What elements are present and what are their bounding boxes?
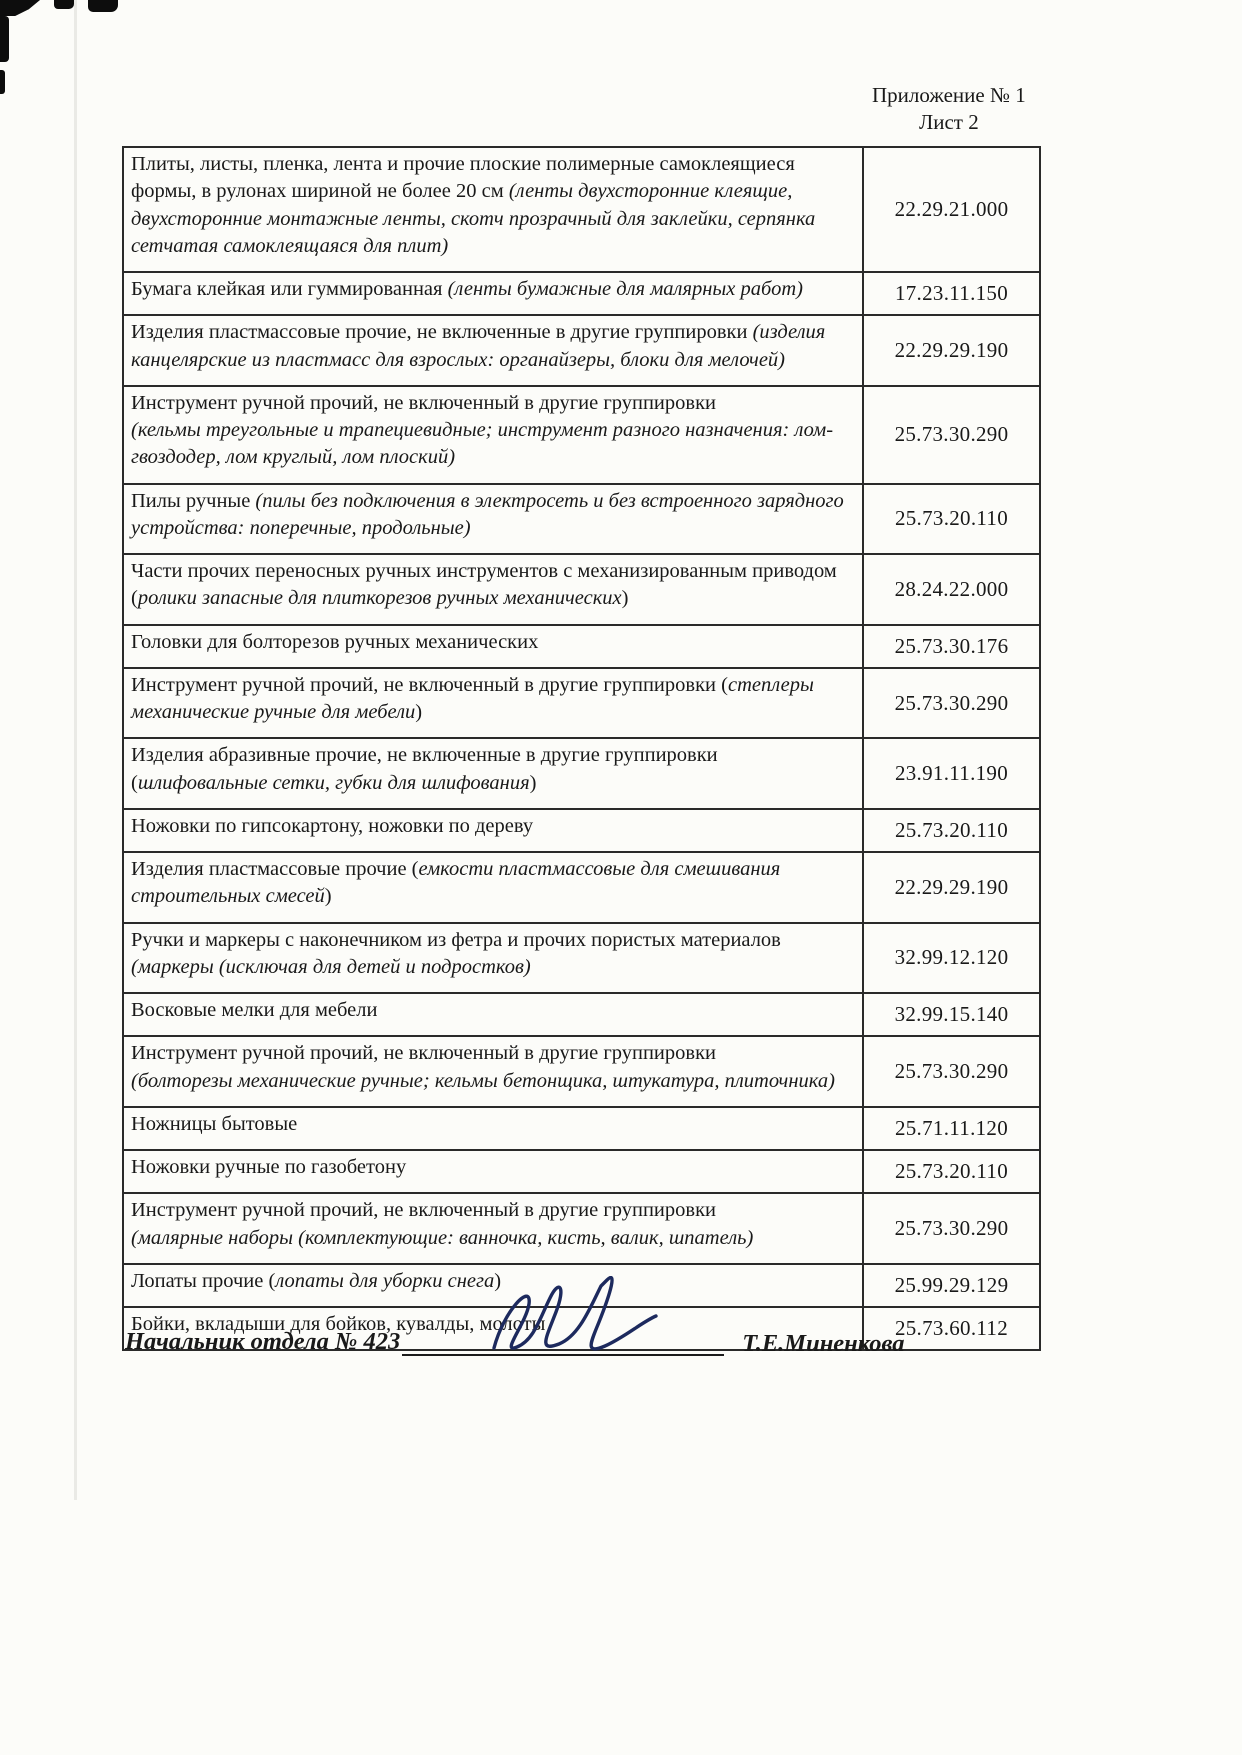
- classification-code-cell: 25.73.30.290: [862, 387, 1039, 483]
- description-text: Пилы ручные: [131, 489, 256, 512]
- classification-code-cell: 23.91.11.190: [862, 739, 1039, 808]
- description-clarification: шлифовальные сетки, губки для шлифования: [137, 771, 530, 794]
- description-text: Изделия пластмассовые прочие (: [131, 858, 419, 880]
- description-text: Головки для болторезов ручных механических: [131, 630, 539, 653]
- sheet-number: Лист 2: [919, 110, 979, 135]
- table-row: [124, 316, 1039, 387]
- description-cell: [124, 1151, 862, 1192]
- table-row: [124, 1037, 1039, 1108]
- description-text: Инструмент ручной прочий, не включенный в другие группировки: [131, 391, 717, 414]
- description-clarification: (малярные наборы (комплектующие: ванночка, кисть, валик, шпатель): [131, 1226, 754, 1249]
- classification-code-cell: 25.99.29.129: [862, 1265, 1039, 1306]
- description-clarification: (болторезы механические ручные; кельмы бетонщика, штукатура, плиточника): [131, 1069, 835, 1092]
- description-cell: [124, 853, 862, 922]
- description-clarification: (ленты бумажные для малярных работ): [447, 278, 803, 300]
- description-text: ): [621, 587, 629, 610]
- description-cell: [124, 485, 862, 554]
- description-text: Ножницы бытовые: [131, 1112, 298, 1135]
- description-cell: [124, 626, 862, 667]
- description-cell: [124, 148, 862, 271]
- description-cell: [124, 669, 862, 738]
- classification-code-cell: 22.29.29.190: [862, 316, 1039, 385]
- description-cell: [124, 924, 862, 993]
- description-clarification: емкости пластмассовые для смешивания строительных смесей: [131, 858, 781, 908]
- classification-code-cell: 25.73.60.112: [862, 1308, 1039, 1349]
- description-text: ): [494, 1269, 502, 1292]
- description-cell: [124, 316, 862, 385]
- classification-code-cell: 25.73.30.290: [862, 1037, 1039, 1106]
- description-text: Изделия абразивные прочие, не включенные в другие группировки (: [131, 744, 718, 794]
- table-row: [124, 1151, 1039, 1194]
- classification-code-cell: 17.23.11.150: [862, 273, 1039, 314]
- classification-code-cell: 25.73.30.290: [862, 669, 1039, 738]
- table-row: [124, 994, 1039, 1037]
- description-text: Ручки и маркеры с наконечником из фетра и прочих пористых материалов: [131, 928, 781, 951]
- description-text: ): [324, 885, 332, 908]
- handwritten-signature: [480, 1276, 670, 1362]
- description-clarification: (кельмы треугольные и трапециевидные; инструмент разного назначения: лом-гвоздодер, лом круглый, лом плоский): [131, 419, 834, 469]
- description-clarification: степлеры механические ручные для мебели: [131, 673, 814, 723]
- scan-artifact: [0, 0, 40, 16]
- description-text: Бумага клейкая или гуммированная: [131, 278, 448, 300]
- description-text: Инструмент ручной прочий, не включенный в другие группировки: [131, 1042, 717, 1065]
- codes-table: [122, 146, 1041, 1351]
- table-row: [124, 148, 1039, 273]
- description-text: Лопаты прочие (: [131, 1269, 276, 1292]
- description-text: Части прочих переносных ручных инструментов с механизированным приводом (: [131, 560, 837, 610]
- classification-code-cell: 25.73.20.110: [862, 485, 1039, 554]
- description-text: Ножовки по гипсокартону, ножовки по дереву: [131, 814, 534, 837]
- description-cell: [124, 810, 862, 851]
- description-text: Инструмент ручной прочий, не включенный в другие группировки: [131, 1199, 717, 1222]
- table-row: [124, 485, 1039, 556]
- description-clarification: (пилы без подключения в электросеть и без встроенного зарядного устройства: поперечные, продольные): [131, 489, 844, 539]
- table-row: [124, 924, 1039, 995]
- description-cell: [124, 273, 862, 314]
- classification-code-cell: 32.99.15.140: [862, 994, 1039, 1035]
- classification-code-cell: 25.73.20.110: [862, 810, 1039, 851]
- description-cell: [124, 739, 862, 808]
- table-row: [124, 555, 1039, 626]
- table-row: [124, 739, 1039, 810]
- description-cell: [124, 1037, 862, 1106]
- scan-streak: [74, 0, 77, 1500]
- description-text: Плиты, листы, пленка, лента и прочие плоские полимерные самоклеящиеся формы, в рулонах шириной не более 20 см: [131, 153, 795, 203]
- description-cell: [124, 387, 862, 483]
- description-text: Ножовки ручные по газобетону: [131, 1156, 407, 1178]
- description-cell: [124, 1108, 862, 1149]
- appendix-header: [872, 82, 1026, 137]
- table-row: [124, 273, 1039, 316]
- description-cell: [124, 994, 862, 1035]
- scan-artifact: [88, 0, 118, 12]
- classification-code-cell: 25.73.30.290: [862, 1194, 1039, 1263]
- description-text: ): [415, 701, 423, 723]
- scan-artifact: [54, 0, 74, 9]
- signature-line: [402, 1316, 724, 1356]
- scan-artifact: [0, 70, 5, 94]
- description-clarification: (маркеры (исключая для детей и подростков): [131, 955, 531, 978]
- classification-code-cell: 22.29.29.190: [862, 853, 1039, 922]
- signatory-name: Т.Е.Миненкова: [742, 1330, 905, 1357]
- table-row: [124, 1108, 1039, 1151]
- description-clarification: ролики запасные для плиткорезов ручных механических: [137, 587, 622, 610]
- classification-code-cell: 25.71.11.120: [862, 1108, 1039, 1149]
- signature-block: [125, 1316, 905, 1358]
- description-text: ): [529, 771, 537, 794]
- description-clarification: (изделия канцелярские из пластмасс для взрослых: органайзеры, блоки для мелочей): [131, 321, 826, 371]
- classification-code-cell: 28.24.22.000: [862, 555, 1039, 624]
- table-row: [124, 1194, 1039, 1265]
- table-row: [124, 626, 1039, 669]
- appendix-title: Приложение № 1: [872, 83, 1026, 107]
- table-row: [124, 810, 1039, 853]
- classification-code-cell: 25.73.30.176: [862, 626, 1039, 667]
- scan-artifact: [0, 16, 9, 62]
- description-cell: [124, 1194, 862, 1263]
- description-clarification: лопаты для уборки снега: [275, 1269, 495, 1292]
- table-row: [124, 387, 1039, 485]
- description-text: Восковые мелки для мебели: [131, 999, 378, 1021]
- table-row: [124, 853, 1039, 924]
- description-cell: [124, 555, 862, 624]
- description-text: Бойки, вкладыши для бойков, кувалды, молоты: [131, 1313, 546, 1335]
- signatory-title: Начальник отдела № 423: [125, 1328, 401, 1355]
- description-clarification: (ленты двухсторонние клеящие, двухсторонние монтажные ленты, скотч прозрачный для заклейки, серпянка сетчатая самоклеящаяся для плит): [131, 180, 816, 257]
- classification-code-cell: 32.99.12.120: [862, 924, 1039, 993]
- description-text: Инструмент ручной прочий, не включенный в другие группировки (: [131, 673, 728, 696]
- classification-code-cell: 22.29.21.000: [862, 148, 1039, 271]
- classification-code-cell: 25.73.20.110: [862, 1151, 1039, 1192]
- description-text: Изделия пластмассовые прочие, не включенные в другие группировки: [131, 321, 753, 344]
- table-row: [124, 669, 1039, 740]
